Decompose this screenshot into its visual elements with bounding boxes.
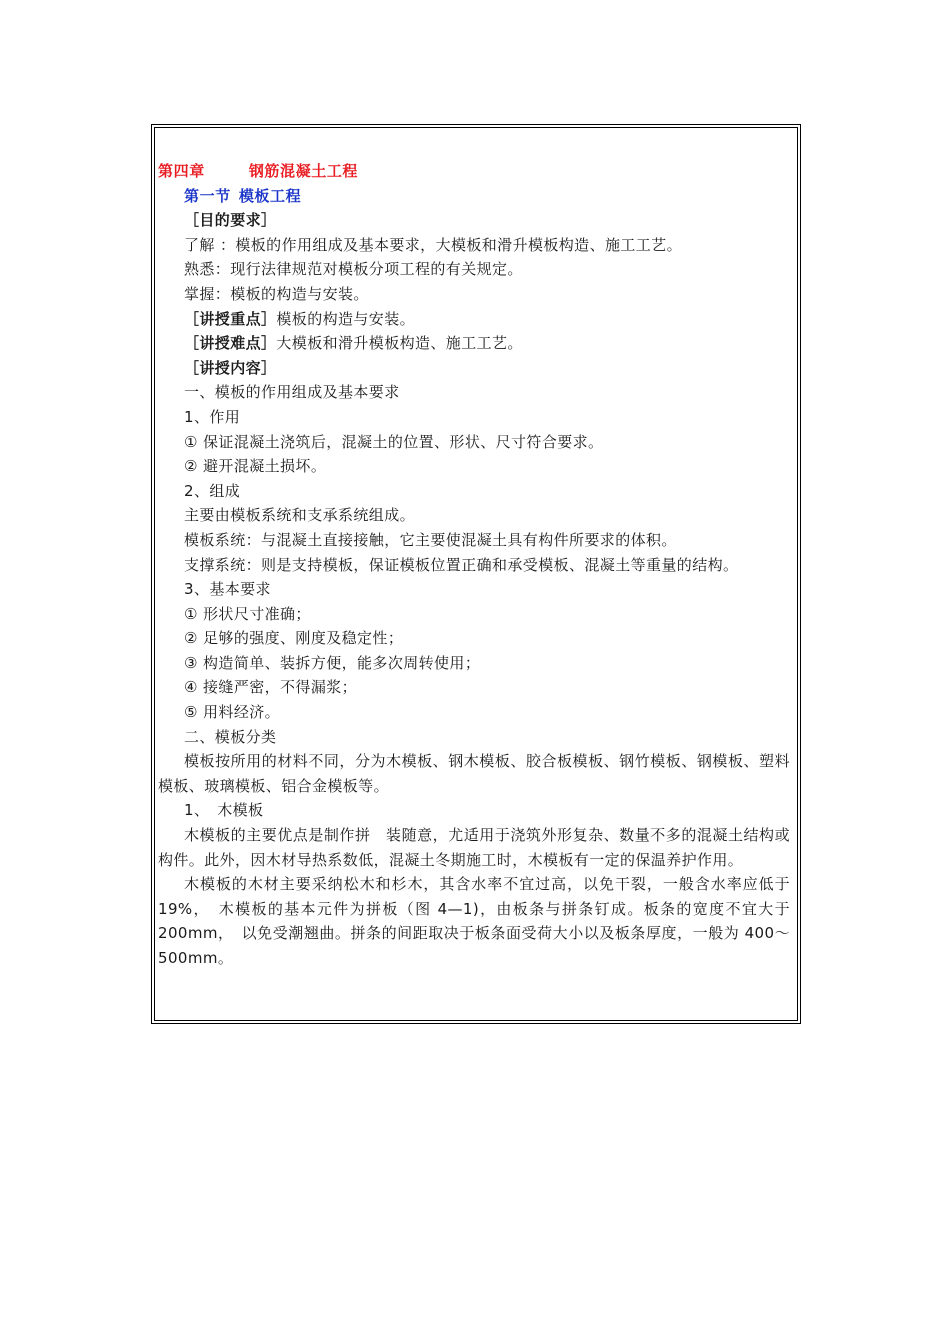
key-points-text: 模板的构造与安装。 (276, 309, 416, 328)
requirement-item: ③ 构造简单、装拆方便，能多次周转使用； (184, 653, 481, 672)
key-points-label: ［讲授重点］ (184, 309, 277, 328)
section-number: 第一节 (184, 186, 231, 205)
difficulties (158, 331, 790, 356)
part1-title: 一、模板的作用组成及基本要求 (184, 383, 400, 402)
wood-paragraph-2: 木模板的木材主要采纳松木和杉木，其含水率不宜过高，以免干裂，一般含水率应低于 19%， 木模板的基本元件为拼板（图 4—1)，由板条与拼条钉成。板条的宽度不宜大于 200mm， 以免受潮翘曲。拼条的间距取决于板条面受荷大小以及板条厚度，一般为 400～500mm。 (158, 875, 806, 967)
requirement-item: ① 形状尺寸准确； (184, 604, 311, 623)
section-heading (158, 184, 790, 209)
support-system: 支撑系统：则是支持模板，保证模板位置正确和承受模板、混凝土等重量的结构。 (184, 555, 739, 574)
composition-title: 2、组成 (184, 481, 241, 500)
difficulties-text: 大模板和滑升模板构造、施工工艺。 (276, 334, 523, 353)
function-item: ② 避开混凝土损坏。 (184, 457, 327, 476)
objective-understand: 了解 ：模板的作用组成及基本要求，大模板和滑升模板构造、施工工艺。 (184, 235, 682, 254)
document-frame (151, 124, 806, 1024)
requirement-item: ② 足够的强度、刚度及稳定性； (184, 629, 404, 648)
content-heading: ［讲授内容］ (184, 358, 277, 377)
difficulties-label: ［讲授难点］ (184, 334, 277, 353)
function-item: ① 保证混凝土浇筑后，混凝土的位置、形状、尺寸符合要求。 (184, 432, 604, 451)
requirements-title: 3、基本要求 (184, 580, 271, 599)
chapter-heading (158, 159, 790, 184)
key-points (158, 307, 790, 332)
objectives-heading: ［目的要求］ (184, 211, 277, 230)
objective-master: 掌握：模板的构造与安装。 (184, 284, 369, 303)
function-title: 1、作用 (184, 407, 241, 426)
formwork-system: 模板系统：与混凝土直接接触，它主要使混凝土具有构件所要求的体积。 (184, 530, 677, 549)
section-title: 模板工程 (238, 186, 302, 205)
part2-title: 二、模板分类 (184, 727, 277, 746)
part2-intro: 模板按所用的材料不同，分为木模板、钢木模板、胶合板模板、钢竹模板、钢模板、塑料模板、玻璃模板、铝合金模板等。 (158, 752, 790, 795)
objective-familiar: 熟悉：现行法律规范对模板分项工程的有关规定。 (184, 260, 523, 279)
document-body (154, 127, 806, 1021)
wood-paragraph-1: 木模板的主要优点是制作拼 装随意，尤适用于浇筑外形复杂、数量不多的混凝土结构或构件。此外，因木材导热系数低，混凝土冬期施工时，木模板有一定的保温养护作用。 (158, 826, 790, 869)
requirement-item: ⑤ 用料经济。 (184, 703, 281, 722)
requirement-item: ④ 接缝严密，不得漏浆； (184, 678, 358, 697)
composition-intro: 主要由模板系统和支承系统组成。 (184, 506, 416, 525)
wood-title: 1、 木模板 (184, 801, 264, 820)
chapter-number: 第四章 (158, 162, 205, 180)
chapter-title: 钢筋混凝土工程 (248, 162, 359, 180)
